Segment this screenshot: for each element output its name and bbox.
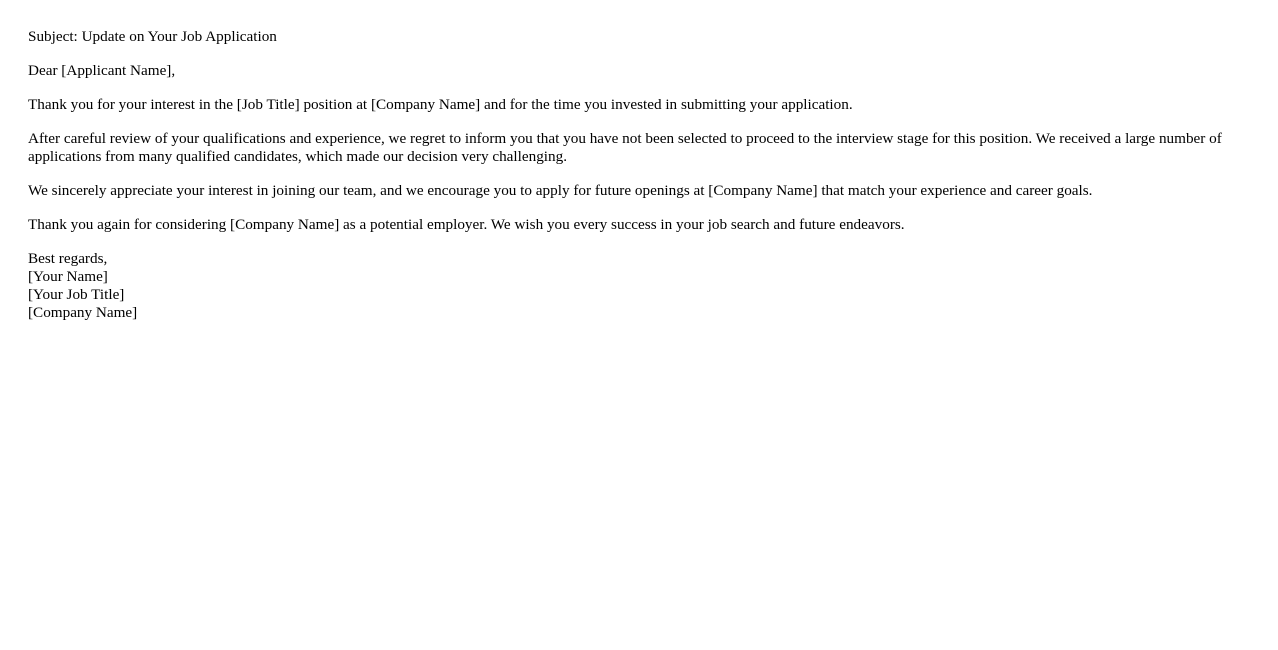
- paragraph-intro: Thank you for your interest in the [Job Title] position at [Company Name] and for the time you invested in submitting your application.: [28, 96, 853, 113]
- greeting: Dear [Applicant Name],: [28, 62, 176, 79]
- signature-name: [Your Name]: [28, 268, 108, 285]
- signature-company: [Company Name]: [28, 304, 138, 321]
- signature-job-title: [Your Job Title]: [28, 286, 125, 303]
- paragraph-closing-thanks: Thank you again for considering [Company Name] as a potential employer. We wish you every success in your job search and future endeavors.: [28, 216, 905, 233]
- paragraph-decision: After careful review of your qualifications and experience, we regret to inform you that you have not been selected to proceed to the interview stage for this position. We received a large number of applications from many qualified candidates, which made our decision very challenging.: [28, 130, 1222, 165]
- signature-block: [28, 250, 1238, 322]
- email-subject: Subject: Update on Your Job Application: [28, 28, 277, 45]
- signature-closing: Best regards,: [28, 250, 108, 267]
- paragraph-encouragement: We sincerely appreciate your interest in joining our team, and we encourage you to apply for future openings at [Company Name] that match your experience and career goals.: [28, 182, 1093, 199]
- letter-body: [28, 28, 1238, 322]
